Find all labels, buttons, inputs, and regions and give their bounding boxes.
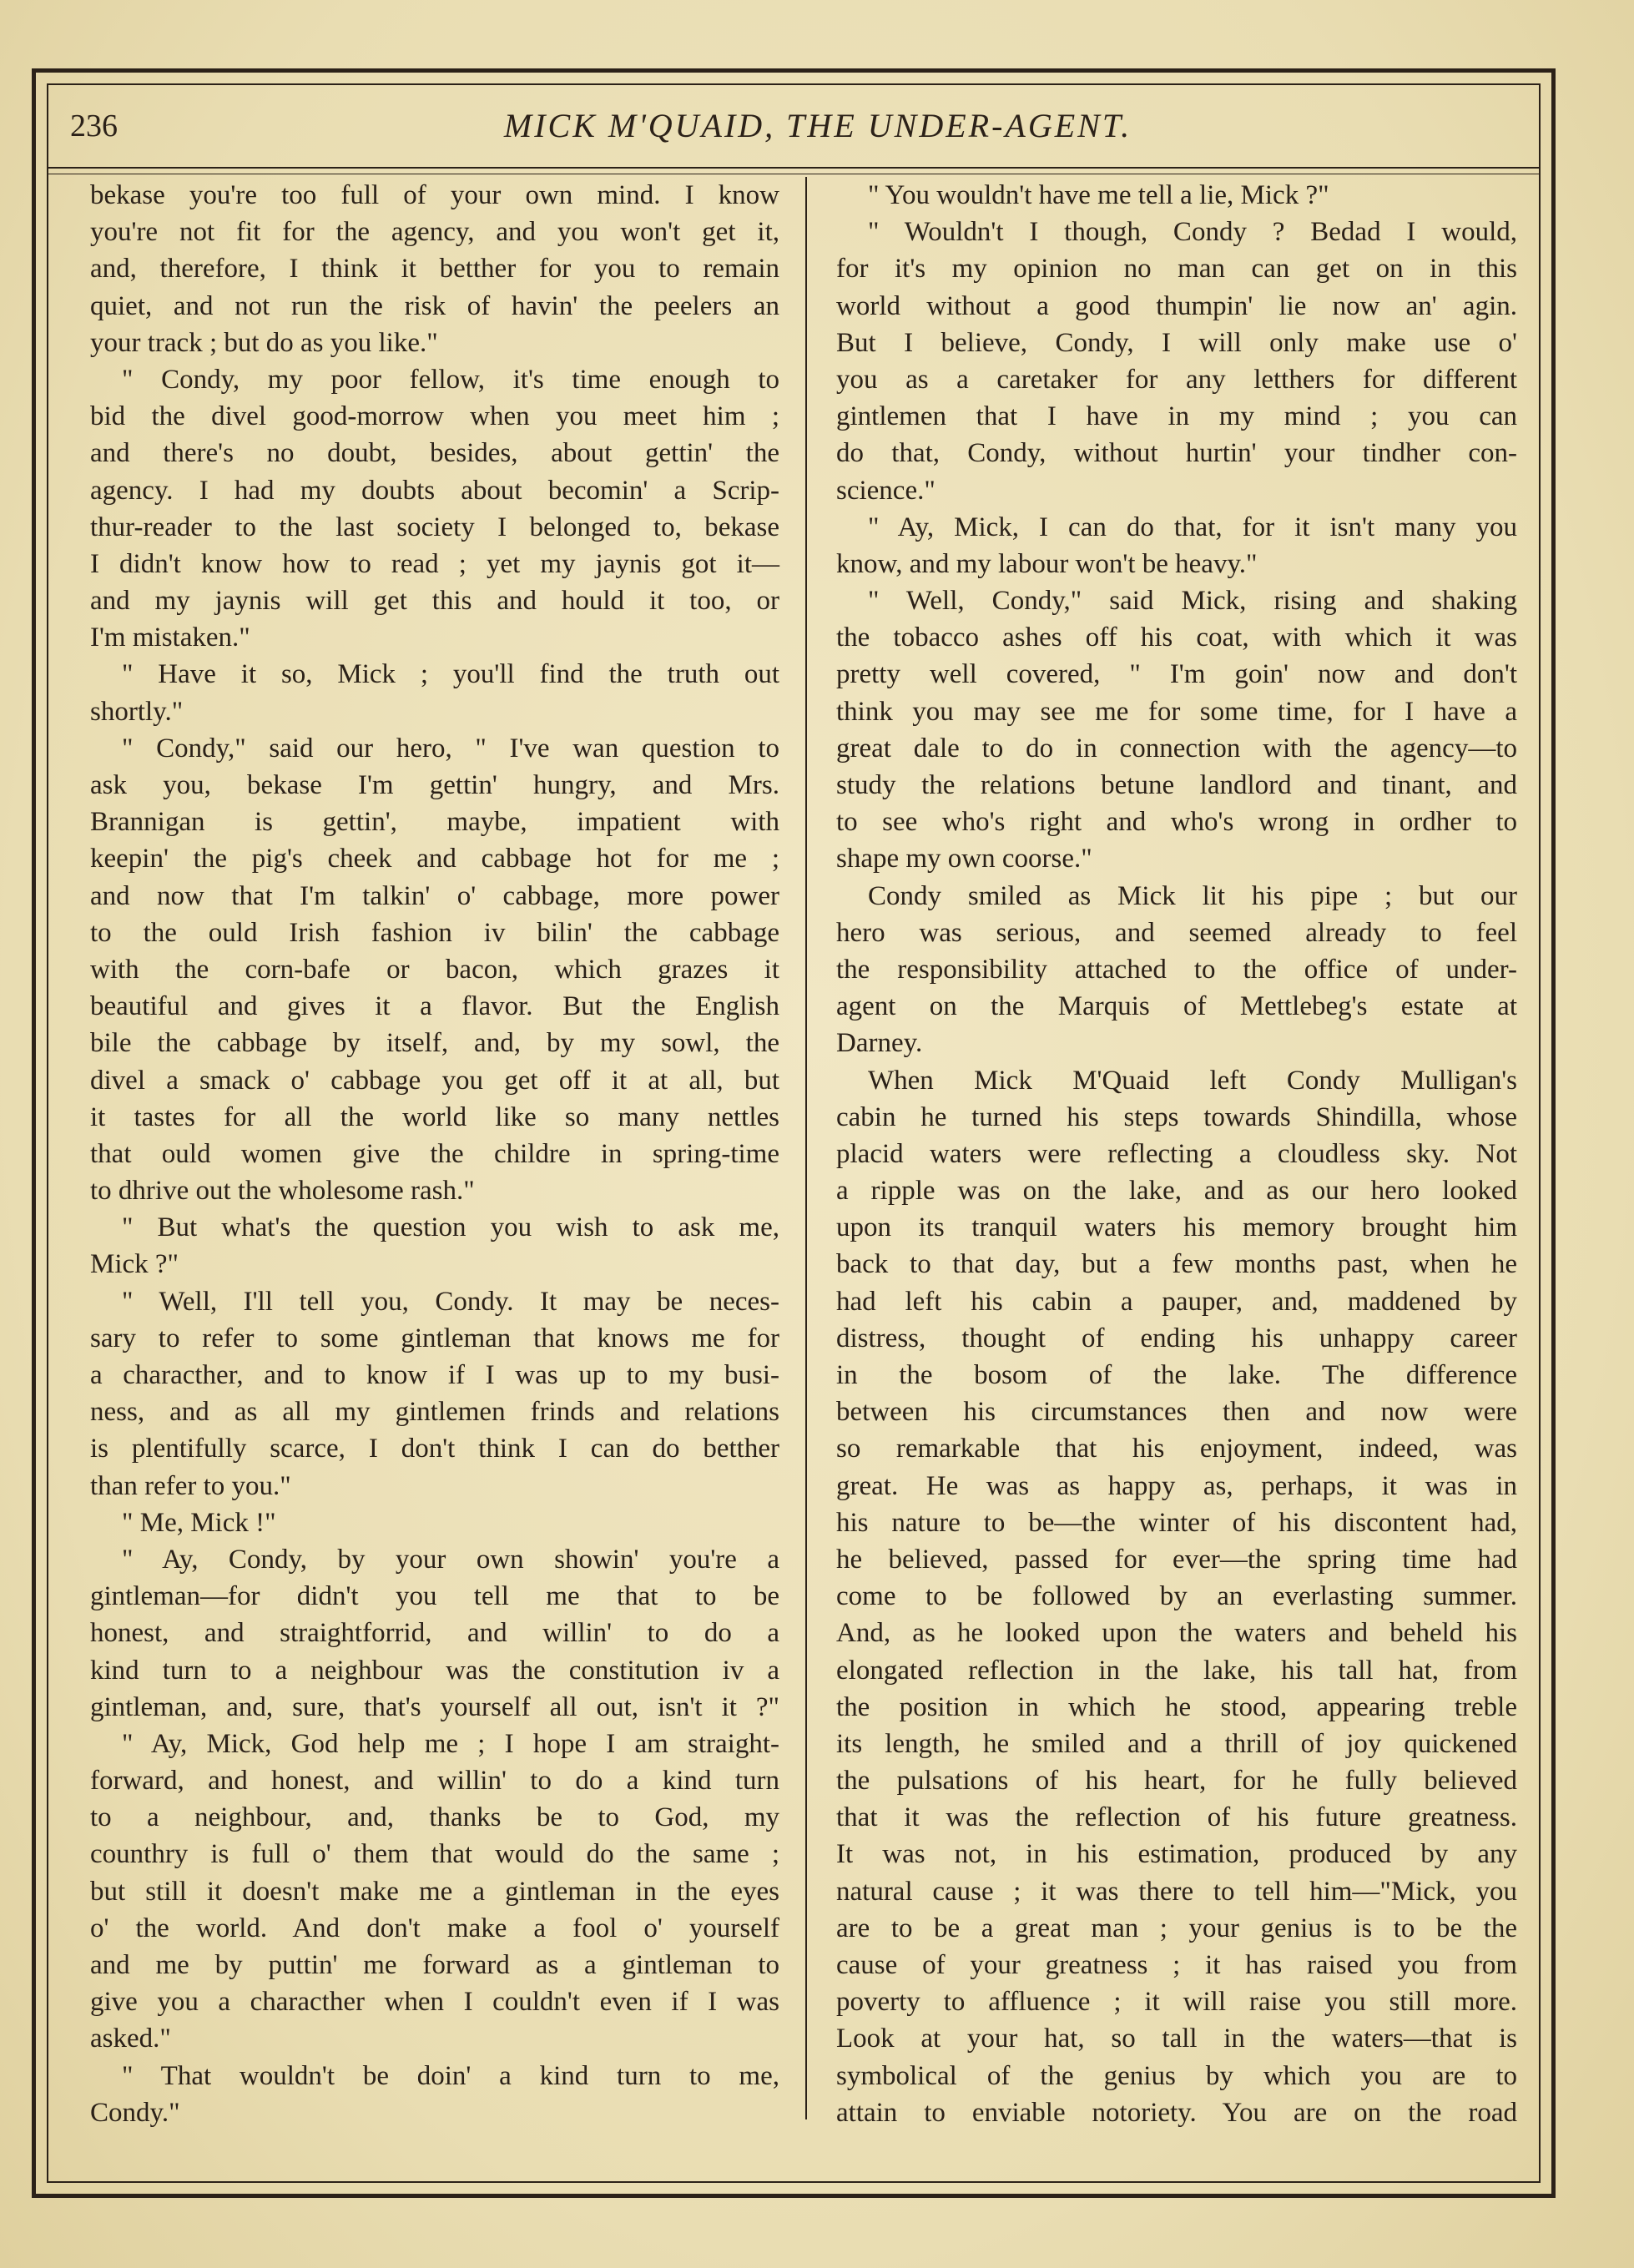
text-line: Brannigan is gettin', maybe, impatient with: [90, 807, 779, 838]
text-line: Mick ?": [90, 1249, 179, 1280]
text-line: world without a good thumpin' lie now an' agin.: [836, 290, 1517, 321]
text-line: for it's my opinion no man can get on in this: [836, 254, 1517, 285]
text-line: in the bosom of the lake. The difference: [836, 1360, 1517, 1390]
text-line: and now that I'm talkin' o' cabbage, more power: [90, 880, 779, 911]
text-line: study the relations betune landlord and tinant, and: [836, 770, 1517, 800]
text-line: symbolical of the genius by which you are to: [836, 2060, 1517, 2091]
text-line: " Well, I'll tell you, Condy. It may be neces-: [122, 1286, 779, 1317]
text-line: " Ay, Mick, I can do that, for it isn't many you: [868, 512, 1517, 542]
page-number: 236: [70, 108, 118, 144]
text-line: gintleman, and, sure, that's yourself all out, isn't it ?": [90, 1691, 779, 1722]
text-line: honest, and straightforrid, and willin' to do a: [90, 1618, 779, 1649]
text-line: " Wouldn't I though, Condy ? Bedad I would,: [868, 217, 1517, 248]
text-line: to see who's right and who's wrong in ordher to: [836, 807, 1517, 838]
text-line: bid the divel good-morrow when you meet him ;: [90, 401, 779, 432]
text-line: to the ould Irish fashion iv bilin' the cabbage: [90, 917, 779, 948]
text-line: the position in which he stood, appearing treble: [836, 1691, 1517, 1722]
text-line: ness, and as all my gintlemen frinds and relations: [90, 1397, 779, 1428]
text-line: gintleman—for didn't you tell me that to be: [90, 1581, 779, 1612]
text-line: pretty well covered, " I'm goin' now and don't: [836, 659, 1517, 690]
text-line: But I believe, Condy, I will only make use o': [836, 327, 1517, 358]
text-line: it tastes for all the world like so many nettles: [90, 1101, 779, 1132]
text-line: divel a smack o' cabbage you get off it at all, but: [90, 1065, 779, 1096]
text-line: bile the cabbage by itself, and, by my sowl, the: [90, 1028, 779, 1059]
text-line: a ripple was on the lake, and as our hero looked: [836, 1176, 1517, 1207]
text-line: distress, thought of ending his unhappy career: [836, 1323, 1517, 1353]
text-line: Look at your hat, so tall in the waters—that is: [836, 2024, 1517, 2054]
text-line: with the corn-bafe or bacon, which grazes it: [90, 954, 779, 985]
text-line: and there's no doubt, besides, about gettin' the: [90, 438, 779, 469]
text-line: its length, he smiled and a thrill of joy quickened: [836, 1728, 1517, 1759]
text-line: elongated reflection in the lake, his tall hat, from: [836, 1655, 1517, 1686]
text-line: " But what's the question you wish to ask me,: [122, 1212, 779, 1243]
text-line: " Condy," said our hero, " I've wan question to: [122, 733, 779, 764]
text-line: had left his cabin a pauper, and, maddened by: [836, 1286, 1517, 1317]
text-line: kind turn to a neighbour was the constitution iv a: [90, 1655, 779, 1686]
text-line: " That wouldn't be doin' a kind turn to me,: [122, 2060, 779, 2091]
text-line: he believed, passed for ever—the spring time had: [836, 1544, 1517, 1575]
text-line: And, as he looked upon the waters and beheld his: [836, 1618, 1517, 1649]
text-line: his nature to be—the winter of his discontent had,: [836, 1507, 1517, 1538]
text-line: but still it doesn't make me a gintleman in the eyes: [90, 1876, 779, 1907]
text-line: bekase you're too full of your own mind. I know: [90, 180, 779, 210]
text-line: the tobacco ashes off his coat, with which it was: [836, 622, 1517, 653]
text-line: " Ay, Condy, by your own showin' you're a: [122, 1544, 779, 1575]
text-line: attain to enviable notoriety. You are on the road: [836, 2097, 1517, 2128]
text-line: your track ; but do as you like.": [90, 327, 438, 358]
text-line: that it was the reflection of his future greatness.: [836, 1802, 1517, 1833]
text-line: hero was serious, and seemed already to feel: [836, 917, 1517, 948]
text-line: " Have it so, Mick ; you'll find the truth out: [122, 659, 779, 690]
text-line: poverty to affluence ; it will raise you still more.: [836, 1987, 1517, 2018]
text-line: Condy smiled as Mick lit his pipe ; but our: [868, 880, 1517, 911]
text-line: ask you, bekase I'm gettin' hungry, and Mrs.: [90, 770, 779, 800]
text-line: shape my own coorse.": [836, 844, 1092, 874]
text-line: Condy.": [90, 2097, 180, 2128]
text-line: placid waters were reflecting a cloudless sky. Not: [836, 1138, 1517, 1169]
left-text-column: [90, 177, 779, 2131]
header-rule: [47, 167, 1541, 169]
right-text-column: [836, 177, 1517, 2131]
text-line: is plentifully scarce, I don't think I can do betther: [90, 1434, 779, 1464]
text-line: between his circumstances then and now were: [836, 1397, 1517, 1428]
text-line: " Ay, Mick, God help me ; I hope I am straight-: [122, 1728, 779, 1759]
text-line: natural cause ; it was there to tell him—"Mick, you: [836, 1876, 1517, 1907]
text-line: cabin he turned his steps towards Shindilla, whose: [836, 1101, 1517, 1132]
text-line: you're not fit for the agency, and you won't get it,: [90, 217, 779, 248]
text-line: agent on the Marquis of Mettlebeg's estate at: [836, 991, 1517, 1022]
text-line: the pulsations of his heart, for he fully believed: [836, 1766, 1517, 1797]
text-line: the responsibility attached to the office of under-: [836, 954, 1517, 985]
text-line: are to be a great man ; your genius is to be the: [836, 1913, 1517, 1943]
text-line: and my jaynis will get this and hould it too, or: [90, 586, 779, 617]
text-line: back to that day, but a few months past, when he: [836, 1249, 1517, 1280]
text-line: " Well, Condy," said Mick, rising and shaking: [868, 586, 1517, 617]
text-line: think you may see me for some time, for I have a: [836, 696, 1517, 727]
text-line: keepin' the pig's cheek and cabbage hot for me ;: [90, 844, 779, 874]
text-line: forward, and honest, and willin' to do a kind turn: [90, 1766, 779, 1797]
text-line: to dhrive out the wholesome rash.": [90, 1176, 475, 1207]
text-line: quiet, and not run the risk of havin' the peelers an: [90, 290, 779, 321]
text-line: so remarkable that his enjoyment, indeed, was: [836, 1434, 1517, 1464]
text-line: When Mick M'Quaid left Condy Mulligan's: [868, 1065, 1517, 1096]
text-line: " Condy, my poor fellow, it's time enough to: [122, 364, 779, 395]
text-line: give you a characther when I couldn't even if I was: [90, 1987, 779, 2018]
text-line: It was not, in his estimation, produced by any: [836, 1839, 1517, 1870]
text-line: Darney.: [836, 1028, 923, 1059]
text-line: to a neighbour, and, thanks be to God, my: [90, 1802, 779, 1833]
text-line: shortly.": [90, 696, 184, 727]
text-line: and me by puttin' me forward as a gintleman to: [90, 1950, 779, 1980]
text-line: counthry is full o' them that would do the same ;: [90, 1839, 779, 1870]
text-line: science.": [836, 475, 936, 506]
text-line: " Me, Mick !": [122, 1507, 276, 1538]
text-line: beautiful and gives it a flavor. But the English: [90, 991, 779, 1022]
text-line: know, and my labour won't be heavy.": [836, 548, 1258, 579]
text-line: o' the world. And don't make a fool o' yourself: [90, 1913, 779, 1943]
text-line: agency. I had my doubts about becomin' a Scrip-: [90, 475, 779, 506]
text-line: sary to refer to some gintleman that knows me for: [90, 1323, 779, 1353]
text-line: thur-reader to the last society I belonged to, bekase: [90, 512, 779, 542]
text-line: than refer to you.": [90, 1470, 291, 1501]
text-line: asked.": [90, 2024, 171, 2054]
text-line: do that, Condy, without hurtin' your tindher con-: [836, 438, 1517, 469]
text-line: I didn't know how to read ; yet my jaynis got it—: [90, 548, 779, 579]
text-line: cause of your greatness ; it has raised you from: [836, 1950, 1517, 1980]
column-divider: [805, 177, 807, 2119]
text-line: great. He was as happy as, perhaps, it was in: [836, 1470, 1517, 1501]
text-line: you as a caretaker for any letthers for different: [836, 364, 1517, 395]
text-line: gintlemen that I have in my mind ; you can: [836, 401, 1517, 432]
text-line: and, therefore, I think it betther for you to remain: [90, 254, 779, 285]
running-head-title: MICK M'QUAID, THE UNDER-AGENT.: [503, 107, 1132, 144]
text-line: upon its tranquil waters his memory brought him: [836, 1212, 1517, 1243]
text-line: I'm mistaken.": [90, 622, 250, 653]
text-line: a characther, and to know if I was up to my busi-: [90, 1360, 779, 1390]
text-line: " You wouldn't have me tell a lie, Mick ?": [868, 180, 1329, 210]
text-line: great dale to do in connection with the agency—to: [836, 733, 1517, 764]
text-line: that ould women give the childre in spring-time: [90, 1138, 779, 1169]
text-line: come to be followed by an everlasting summer.: [836, 1581, 1517, 1612]
